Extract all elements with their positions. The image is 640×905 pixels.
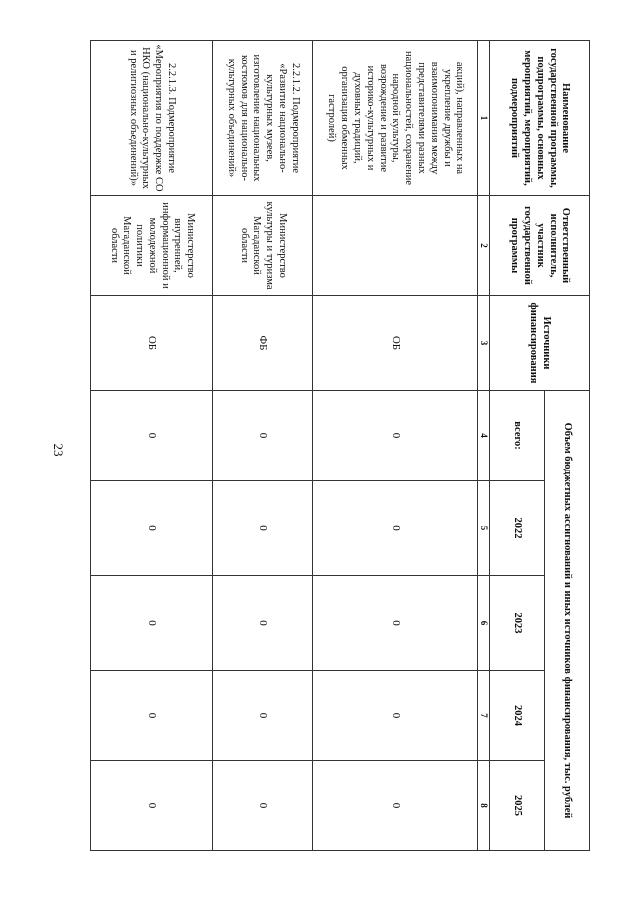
- row-2024: 0: [91, 671, 213, 761]
- row-total: 0: [213, 391, 313, 481]
- row-source: ОБ: [91, 296, 213, 391]
- column-number: 3: [478, 296, 490, 391]
- column-number: 8: [478, 761, 490, 851]
- row-executor: Министерство внутренней, информационной и молодежной политики Магаданской области: [91, 196, 213, 296]
- row-2024: 0: [313, 671, 478, 761]
- header-name: Наименование государственной программы, подпрограммы, основных мероприятий, мероприятий, подмероприятий: [490, 41, 590, 196]
- page-number: 23: [51, 443, 66, 457]
- row-2023: 0: [91, 576, 213, 671]
- row-total: 0: [313, 391, 478, 481]
- header-source: Источники финансирования: [490, 296, 590, 391]
- row-name: акций), направленных на укрепление дружбы и взаимопонимания между представителями разных национальностей, сохранение народной культуры, возрождение и развитие историко-культурных и духовных традиций, организация обменных гастролей): [313, 41, 478, 196]
- financing-table: [90, 40, 590, 851]
- row-name: 2.2.1.2. Подмероприятие «Развитие национально-культурных музеев, изготовление национальных костюмов для национально-культурных объединений»: [213, 41, 313, 196]
- column-number: 1: [478, 41, 490, 196]
- column-number: 7: [478, 671, 490, 761]
- row-source: ОБ: [313, 296, 478, 391]
- column-number: 2: [478, 196, 490, 296]
- column-number: 5: [478, 481, 490, 576]
- row-2025: 0: [313, 761, 478, 851]
- row-source: ФБ: [213, 296, 313, 391]
- row-executor: [313, 196, 478, 296]
- header-2022: 2022: [490, 481, 545, 576]
- row-2024: 0: [213, 671, 313, 761]
- table-row: [313, 41, 478, 851]
- row-name: 2.2.1.3. Подмероприятие «Мероприятия по поддержке СО НКО (национально-культурных и религиозных объединений)»: [91, 41, 213, 196]
- row-2023: 0: [313, 576, 478, 671]
- header-2025: 2025: [490, 761, 545, 851]
- row-2022: 0: [91, 481, 213, 576]
- row-total: 0: [91, 391, 213, 481]
- header-executor: Ответственный исполнитель, участник государственной программы: [490, 196, 590, 296]
- header-funding-group: Объем бюджетных ассигнований и иных источников финансирования, тыс. рублей: [545, 391, 590, 851]
- column-number: 6: [478, 576, 490, 671]
- rotated-page: [40, 0, 600, 865]
- row-2025: 0: [91, 761, 213, 851]
- row-2022: 0: [213, 481, 313, 576]
- row-2022: 0: [313, 481, 478, 576]
- row-2023: 0: [213, 576, 313, 671]
- table-wrapper: [90, 40, 590, 850]
- header-2023: 2023: [490, 576, 545, 671]
- table-row: [213, 41, 313, 851]
- header-total: всего:: [490, 391, 545, 481]
- column-number: 4: [478, 391, 490, 481]
- row-executor: Министерство культуры и туризма Магаданской области: [213, 196, 313, 296]
- table-row: [91, 41, 213, 851]
- row-2025: 0: [213, 761, 313, 851]
- header-2024: 2024: [490, 671, 545, 761]
- column-number-row: [478, 41, 490, 851]
